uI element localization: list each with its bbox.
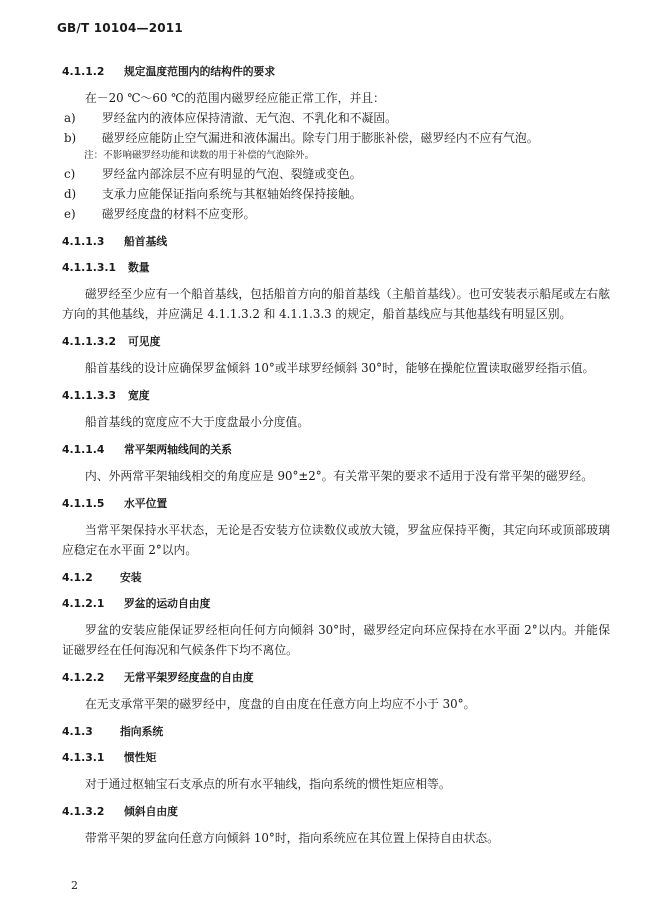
section-heading [62, 750, 610, 766]
section-number: 4.1.1.3.2 [62, 335, 116, 348]
section-number: 4.1.3.2 [62, 805, 105, 818]
list-item: e) 磁罗经度盘的材料不应变形。 [64, 207, 256, 221]
section-title: 常平架两轴线间的关系 [124, 443, 232, 456]
section-body: 当常平架保持水平状态，无论是否安装方位读数仪或放大镜，罗盆应保持平衡，其定向环或顶部玻璃应稳定在水平面 2°以内。 [62, 523, 610, 557]
section-number: 4.1.1.2 [62, 65, 105, 78]
header-rule [57, 42, 601, 43]
section-body: 船首基线的设计应确保罗盆倾斜 10°或半球罗经倾斜 30°时，能够在操舵位置读取磁罗经指示值。 [85, 361, 595, 375]
section-number: 4.1.1.5 [62, 497, 105, 510]
section-heading [62, 64, 610, 80]
section-number: 4.1.1.4 [62, 443, 105, 456]
list-item: d) 支承力应能保证指向系统与其枢轴始终保持接触。 [64, 187, 362, 201]
section-title: 倾斜自由度 [124, 805, 178, 818]
section-body: 船首基线的宽度应不大于度盘最小分度值。 [85, 415, 310, 429]
document-body [62, 64, 610, 848]
note: 注：不影响磁罗经功能和读数的用于补偿的气泡除外。 [84, 150, 315, 161]
section-heading [62, 596, 610, 612]
section-number: 4.1.1.3.1 [62, 261, 116, 274]
section-title: 宽度 [128, 389, 150, 402]
section-title: 安装 [120, 571, 142, 584]
section-heading [62, 724, 610, 740]
section-body: 内、外两常平架轴线相交的角度应是 90°±2°。有关常平架的要求不适用于没有常平架的磁罗经。 [85, 469, 594, 483]
section-heading [62, 334, 610, 350]
page-number: 2 [71, 879, 78, 892]
section-title: 水平位置 [124, 497, 168, 510]
section-heading [62, 388, 610, 404]
section-title: 无常平架罗经度盘的自由度 [124, 671, 254, 684]
section-heading [62, 570, 610, 586]
section-body: 在无支承常平架的磁罗经中，度盘的自由度在任意方向上均应不小于 30°。 [85, 697, 476, 711]
section-title: 船首基线 [124, 235, 168, 248]
section-heading [62, 496, 610, 512]
section-body: 对于通过枢轴宝石支承点的所有水平轴线，指向系统的惯性矩应相等。 [85, 777, 451, 791]
section-body: 带常平架的罗盆向任意方向倾斜 10°时，指向系统应在其位置上保持自由状态。 [85, 831, 499, 845]
section-title: 规定温度范围内的结构件的要求 [124, 65, 276, 78]
section-title: 数量 [128, 261, 150, 274]
section-number: 4.1.3 [62, 725, 93, 738]
section-heading [62, 260, 610, 276]
section-heading [62, 442, 610, 458]
section-number: 4.1.2 [62, 571, 93, 584]
section-number: 4.1.1.3.3 [62, 389, 116, 402]
list-item: c) 罗经盆内部涂层不应有明显的气泡、裂缝或变色。 [64, 167, 362, 181]
section-intro: 在－20 ℃～60 ℃的范围内磁罗经应能正常工作，并且： [85, 91, 385, 105]
section-body: 磁罗经至少应有一个船首基线，包括船首方向的船首基线（主船首基线）。也可安装表示船尾或左右舷方向的其他基线，并应满足 4.1.1.3.2 和 4.1.1.3.3 的规定，船首基线应与其他基线有明显区别。 [62, 287, 610, 321]
standard-code-header: GB/T 10104—2011 [57, 21, 183, 35]
section-body: 罗盆的安装应能保证罗经柜向任何方向倾斜 30°时，磁罗经定向环应保持在水平面 2°以内。并能保证磁罗经在任何海况和气候条件下均不离位。 [62, 623, 610, 657]
section-title: 罗盆的运动自由度 [124, 597, 211, 610]
section-number: 4.1.2.2 [62, 671, 105, 684]
section-heading [62, 234, 610, 250]
section-number: 4.1.3.1 [62, 751, 105, 764]
section-title: 指向系统 [120, 725, 164, 738]
section-number: 4.1.2.1 [62, 597, 105, 610]
list-item: a) 罗经盆内的液体应保持清澈、无气泡、不乳化和不凝固。 [64, 111, 397, 125]
section-title: 可见度 [128, 335, 161, 348]
section-heading [62, 804, 610, 820]
section-heading [62, 670, 610, 686]
section-title: 惯性矩 [124, 751, 157, 764]
list-item: b) 磁罗经应能防止空气漏进和液体漏出。除专门用于膨胀补偿，磁罗经内不应有气泡。 [64, 131, 539, 145]
section-number: 4.1.1.3 [62, 235, 105, 248]
